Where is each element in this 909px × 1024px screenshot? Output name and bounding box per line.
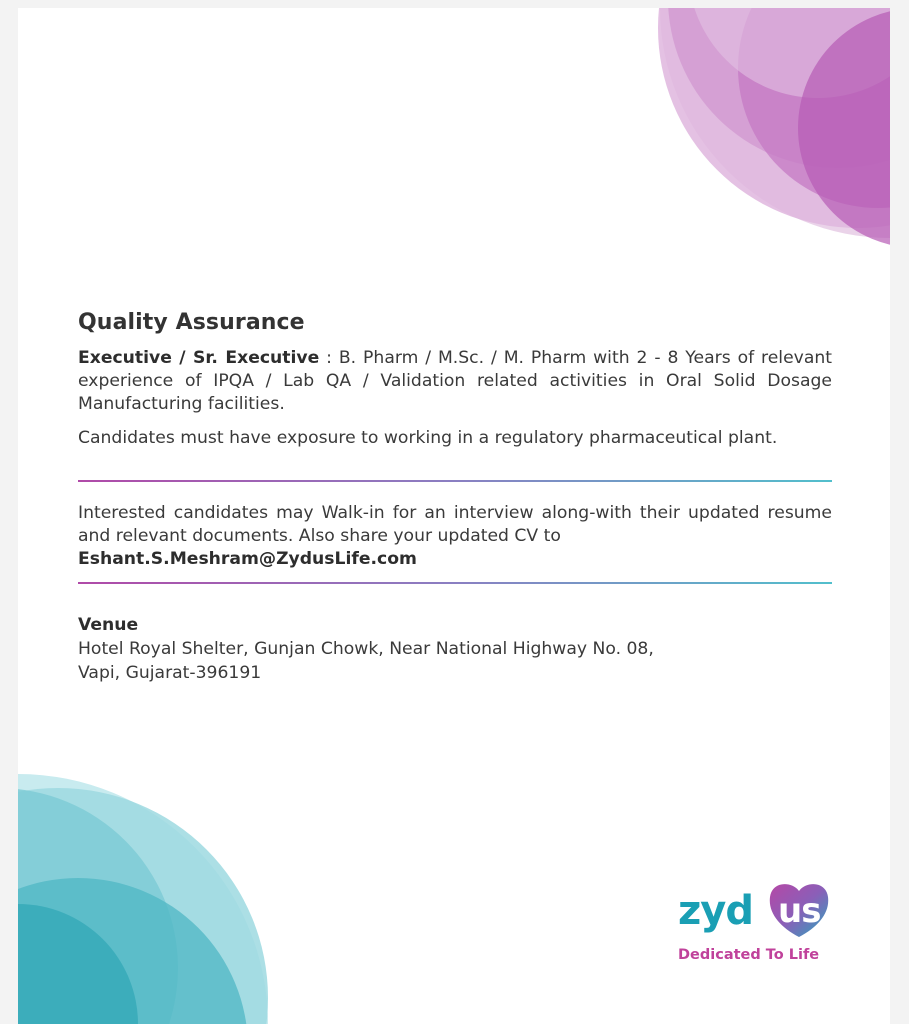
bottom-left-teal-petals bbox=[18, 774, 268, 1024]
walkin-text: Interested candidates may Walk-in for an interview along-with their updated resume and relevant documents. Also share your updated CV to bbox=[78, 503, 832, 546]
venue-address-line2: Vapi, Gujarat-396191 bbox=[78, 663, 262, 683]
role-description bbox=[78, 347, 832, 416]
walkin-info bbox=[78, 502, 832, 571]
logo-wordmark: zyd bbox=[678, 888, 753, 934]
section-divider bbox=[78, 480, 832, 482]
venue-address-line1: Hotel Royal Shelter, Gunjan Chowk, Near National Highway No. 08, bbox=[78, 639, 654, 659]
requirement-text: Candidates must have exposure to working in a regulatory pharmaceutical plant. bbox=[78, 428, 778, 448]
role-text: B. Pharm / M.Sc. / M. Pharm with 2 - 8 Years of relevant experience of IPQA / Lab QA / Validation related activities in Oral Solid Dosage Manufacturing facilities. bbox=[78, 348, 832, 414]
role-separator: : bbox=[319, 348, 339, 368]
zydus-logo bbox=[678, 883, 838, 973]
section-divider bbox=[78, 582, 832, 584]
page-title: Quality Assurance bbox=[78, 310, 305, 335]
top-right-purple-petals bbox=[658, 8, 890, 248]
job-poster bbox=[18, 8, 890, 1024]
email-link[interactable]: Eshant.S.Meshram@ZydusLife.com bbox=[78, 549, 417, 569]
main-content bbox=[78, 310, 832, 685]
venue-label: Venue bbox=[78, 615, 139, 635]
logo-wordmark-end: us bbox=[778, 891, 821, 931]
logo-tagline: Dedicated To Life bbox=[678, 947, 820, 963]
role-title: Executive / Sr. Executive bbox=[78, 348, 320, 368]
